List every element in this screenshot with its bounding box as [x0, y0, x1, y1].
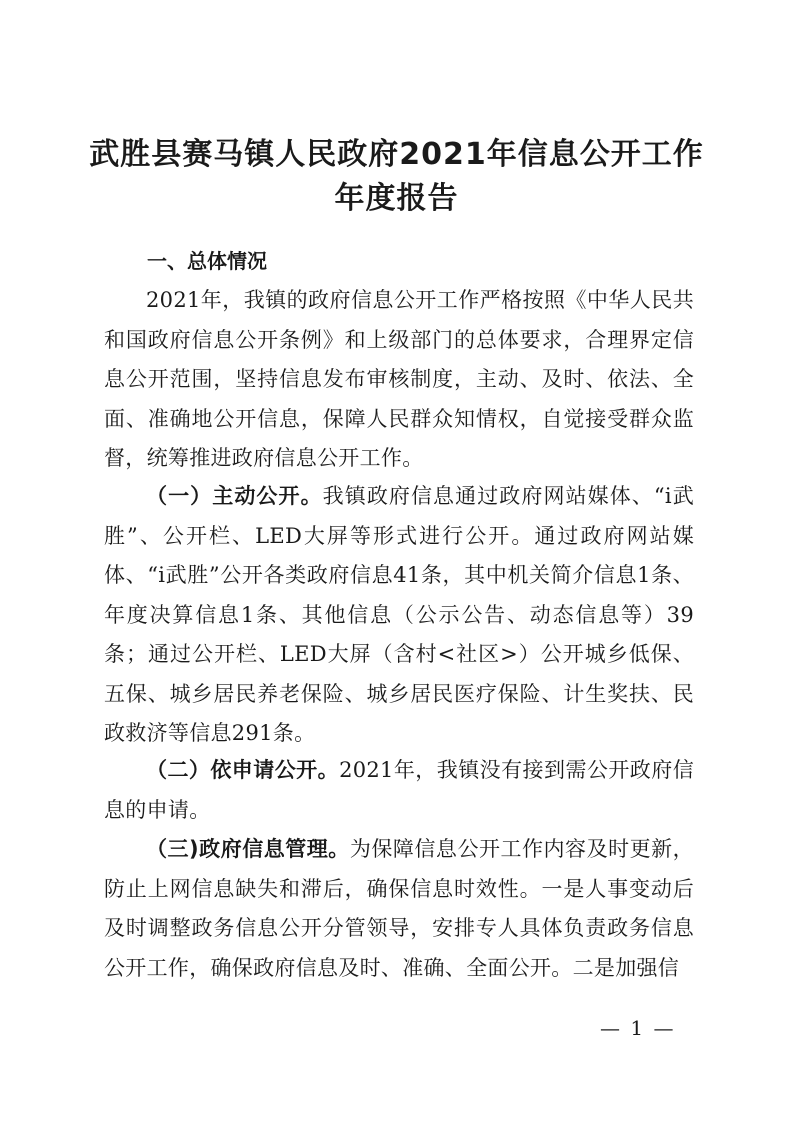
section-heading-overview: 一、总体情况 [147, 249, 267, 273]
paragraph-active-disclosure [104, 477, 694, 754]
paragraph-intro [104, 281, 694, 479]
paragraph-application-disclosure [104, 751, 694, 830]
paragraph-information-management-text: 为保障信息公开工作内容及时更新，防止上网信息缺失和滞后，确保信息时效性。一是人事变动后及时调整政务信息公开分管领导，安排专人具体负责政务信息公开工作，确保政府信息及时、准确、全面公开。二是加强信 [104, 837, 694, 980]
paragraph-active-disclosure-text: 我镇政府信息通过政府网站媒体、“i武胜”、公开栏、LED大屏等形式进行公开。通过政府网站媒体、“i武胜”公开各类政府信息41条，其中机关简介信息1条、年度决算信息1条、其他信息（公示公告、动态信息等）39条；通过公开栏、LED大屏（含村<社区>）公开城乡低保、五保、城乡居民养老保险、城乡居民医疗保险、计生奖扶、民政救济等信息291条。 [104, 484, 694, 745]
document-title-line1: 武胜县赛马镇人民政府2021年信息公开工作 [89, 137, 704, 172]
paragraph-application-disclosure-lead: （二）依申请公开。 [146, 758, 340, 782]
paragraph-application-disclosure-text: 2021年，我镇没有接到需公开政府信息的申请。 [104, 758, 695, 822]
paragraph-active-disclosure-lead: （一）主动公开。 [146, 484, 323, 508]
paragraph-information-management-lead: （三)政府信息管理。 [146, 837, 350, 861]
paragraph-information-management [104, 830, 694, 988]
paragraph-intro-text: 2021年，我镇的政府信息公开工作严格按照《中华人民共和国政府信息公开条例》和上级部门的总体要求，合理界定信息公开范围，坚持信息发布审核制度，主动、及时、依法、全面、准确地公开信息，保障人民群众知情权，自觉接受群众监督，统筹推进政府信息公开工作。 [104, 288, 694, 470]
page-number: — 1 — [600, 1016, 676, 1040]
document-title-line2: 年度报告 [334, 181, 459, 216]
